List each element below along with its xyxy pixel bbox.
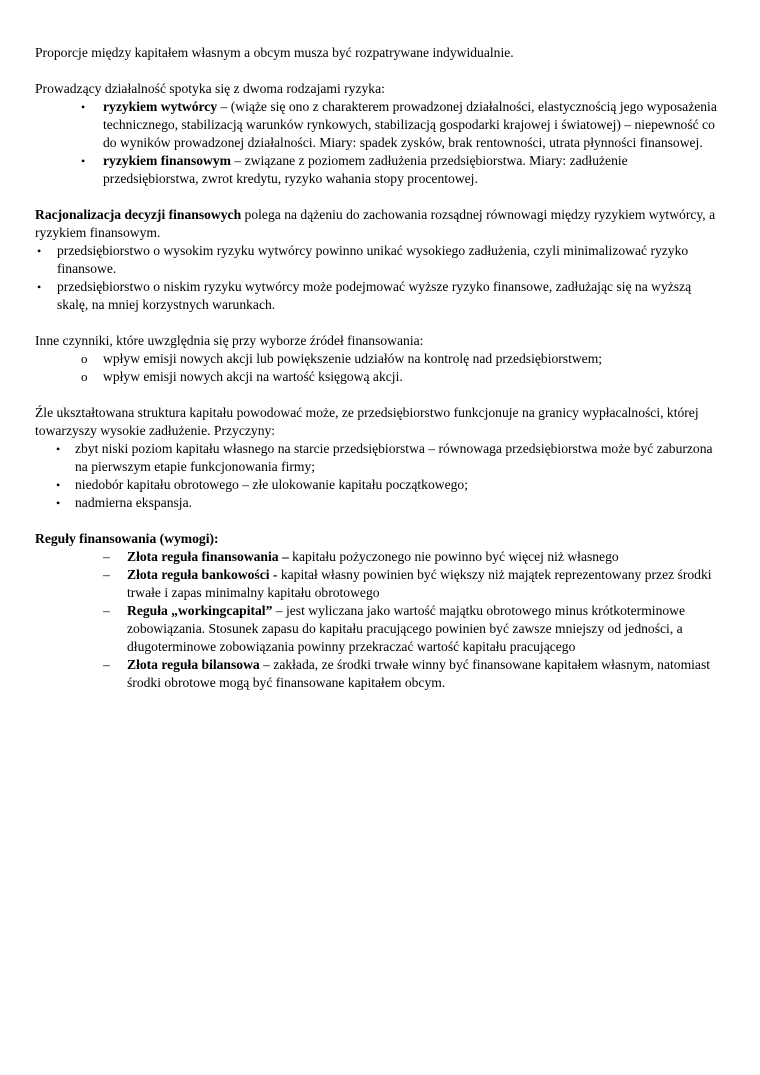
- item-text: nadmierna ekspansja.: [75, 495, 193, 510]
- structure-list: [35, 440, 720, 512]
- section-heading: Reguły finansowania (wymogi):: [35, 531, 219, 546]
- dash-marker: –: [103, 567, 110, 582]
- list-item: [35, 152, 720, 188]
- risk-lead: Prowadzący działalność spotyka się z dwoma rodzajami ryzyka:: [35, 81, 385, 96]
- item-text: – jest wyliczana jako wartość majątku obrotowego minus krótkoterminowe zobowiązania. Stosunek zapasu do kapitału pracującego powinien być zawsze mniejszy od jedności, a długoterminowe zobowiązania powinny przekraczać wartość kapitału pracującego: [127, 603, 686, 654]
- list-item: [35, 242, 720, 278]
- list-item: [35, 350, 720, 368]
- bold-term: Reguła „workingcapital”: [127, 603, 273, 618]
- list-item: [35, 476, 720, 494]
- item-text: niedobór kapitału obrotowego – złe ulokowanie kapitału początkowego;: [75, 477, 468, 492]
- list-item: [35, 98, 720, 152]
- structure-lead: Źle ukształtowana struktura kapitału powodować może, ze przedsiębiorstwo funkcjonuje na granicy wypłacalności, której towarzyszy wysokie zadłużenie. Przyczyny:: [35, 405, 699, 438]
- factors-list: [35, 350, 720, 386]
- list-item: [35, 566, 720, 602]
- bold-term: Racjonalizacja decyzji finansowych: [35, 207, 242, 222]
- circle-marker: o: [81, 369, 88, 384]
- dash-marker: –: [103, 603, 110, 618]
- dash-marker: –: [103, 657, 110, 672]
- factors-lead: Inne czynniki, które uwzględnia się przy wyborze źródeł finansowania:: [35, 333, 424, 348]
- dash-marker: –: [103, 549, 110, 564]
- item-text: przedsiębiorstwo o niskim ryzyku wytwórcy może podejmować wyższe ryzyko finansowe, zadłużając się na wyższą skalę, na mniej korzystnych warunkach.: [57, 279, 692, 312]
- item-text: – związane z poziomem zadłużenia przedsiębiorstwa. Miary: zadłużenie przedsiębiorstwa, zwrot kredytu, ryzyko wahania stopy procentowej.: [103, 153, 628, 186]
- list-item: [35, 656, 720, 692]
- rules-heading: [35, 530, 720, 548]
- intro-paragraph: Proporcje między kapitałem własnym a obcym musza być rozpatrywane indywidualnie.: [35, 45, 514, 60]
- list-item: [35, 278, 720, 314]
- risk-list: [35, 98, 720, 188]
- bullet-marker: •: [56, 478, 61, 492]
- item-text: wpływ emisji nowych akcji na wartość księgową akcji.: [103, 369, 403, 384]
- paragraph-text: polega na dążeniu do zachowania rozsądnej równowagi między ryzykiem wytwórcy, a ryzykiem finansowym.: [35, 207, 716, 240]
- item-text: zbyt niski poziom kapitału własnego na starcie przedsiębiorstwa – równowaga przedsiębiorstwa może być zaburzona na pierwszym etapie funkcjonowania firmy;: [75, 441, 713, 474]
- rationalization-list: [35, 242, 720, 314]
- bullet-marker: •: [37, 244, 42, 258]
- item-text: kapitał własny powinien być większy niż majątek reprezentowany przez środki trwałe i zapas minimalny kapitału obrotowego: [127, 567, 712, 600]
- item-text: przedsiębiorstwo o wysokim ryzyku wytwórcy powinno unikać wysokiego zadłużenia, czyli minimalizować ryzyko finansowe.: [57, 243, 689, 276]
- bold-term: ryzykiem wytwórcy: [103, 99, 218, 114]
- list-item: [35, 494, 720, 512]
- rationalization-paragraph: [35, 206, 720, 242]
- bold-term: ryzykiem finansowym: [103, 153, 231, 168]
- item-text: kapitału pożyczonego nie powinno być więcej niż własnego: [288, 549, 619, 564]
- list-item: [35, 440, 720, 476]
- bullet-marker: •: [37, 280, 42, 294]
- item-text: – zakłada, ze środki trwałe winny być finansowane kapitałem własnym, natomiast środki obrotowe mogą być finansowane kapitałem obcym.: [127, 657, 711, 690]
- list-item: [35, 548, 720, 566]
- rules-list: [35, 548, 720, 692]
- list-item: [35, 368, 720, 386]
- bold-term: Złota reguła finansowania –: [127, 549, 289, 564]
- circle-marker: o: [81, 351, 88, 366]
- bold-term: Złota reguła bilansowa: [127, 657, 260, 672]
- item-text: wpływ emisji nowych akcji lub powiększenie udziałów na kontrolę nad przedsiębiorstwem;: [103, 351, 603, 366]
- bullet-marker: •: [81, 100, 86, 114]
- bullet-marker: •: [56, 442, 61, 456]
- list-item: [35, 602, 720, 656]
- item-text: – (wiąże się ono z charakterem prowadzonej działalności, elastycznością jego wyposażenia technicznego, stabilizacją warunków rynkowych, stabilizacją gospodarki krajowej i światowej) – niepewność co do wyników prowadzonej działalności. Miary: spadek zysków, brak rentowności, utrata płynności finansowej.: [103, 99, 717, 150]
- bullet-marker: •: [81, 154, 86, 168]
- bold-term: Złota reguła bankowości -: [127, 567, 278, 582]
- bullet-marker: •: [56, 496, 61, 510]
